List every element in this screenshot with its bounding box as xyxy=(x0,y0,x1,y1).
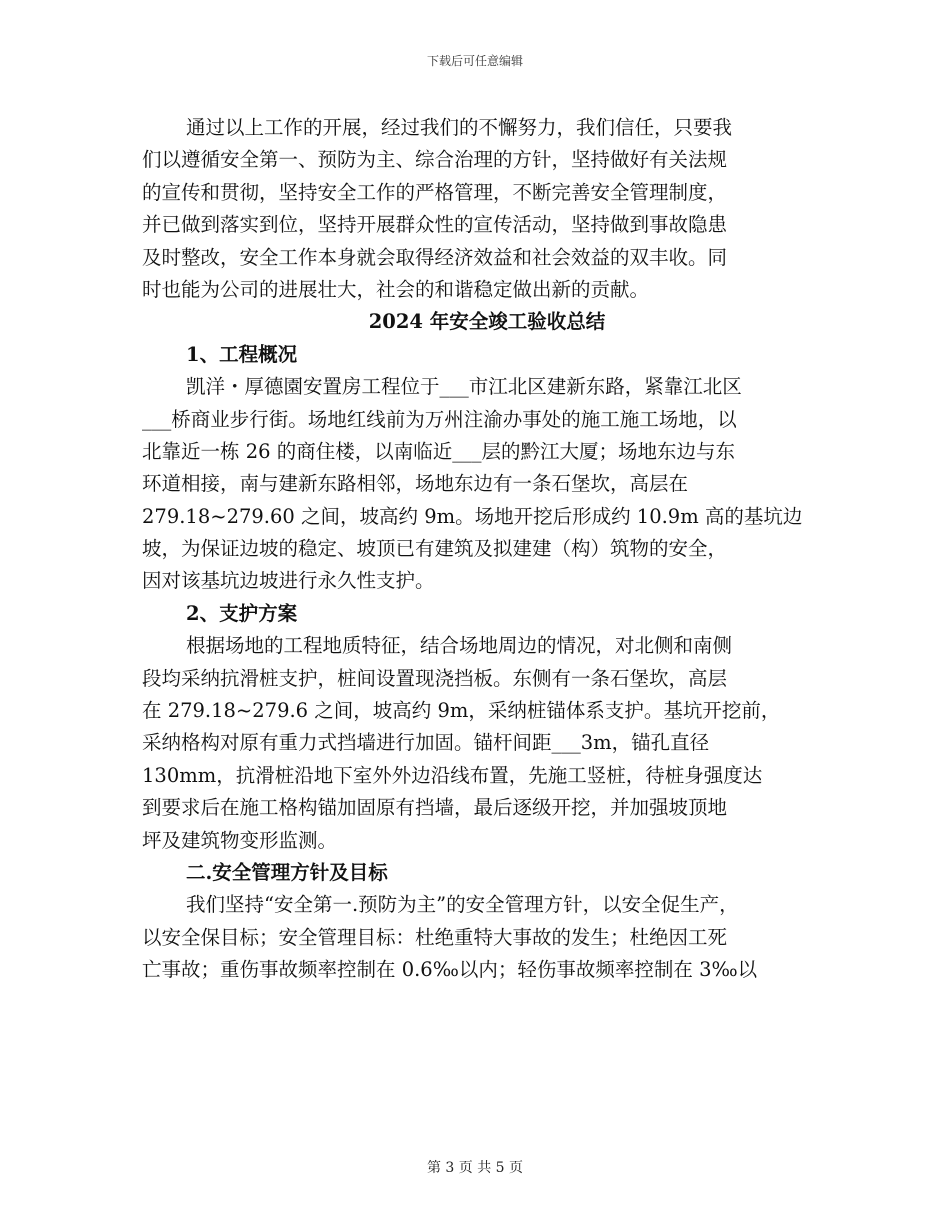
section-heading-safety-policy: 二.安全管理方针及目标 xyxy=(186,860,388,884)
paragraph-line: 我们坚持“安全第一.预防为主”的安全管理方针，以安全促生产， xyxy=(186,893,739,917)
paragraph-line: 因对该基坑边坡进行永久性支护。 xyxy=(142,569,435,593)
paragraph-line: 们以遵循安全第一、预防为主、综合治理的方针，坚持做好有关法规 xyxy=(142,148,728,172)
paragraph-line: 北靠近一栋 26 的商住楼，以南临近___层的黔江大厦；场地东边与东 xyxy=(142,439,735,463)
page-header: 下载后可任意编辑 xyxy=(426,54,523,68)
paragraph-line: 亡事故；重伤事故频率控制在 0.6‰以内；轻伤事故频率控制在 3‰以 xyxy=(142,958,758,982)
paragraph-line: 凯洋・厚德園安置房工程位于___市江北区建新东路，紧靠江北区 xyxy=(186,375,742,399)
paragraph-line: 坪及建筑物变形监测。 xyxy=(142,828,338,852)
support-plan-paragraph xyxy=(142,630,832,857)
paragraph-line: 及时整改，安全工作本身就会取得经济效益和社会效益的双丰收。同 xyxy=(142,245,728,269)
paragraph-line: 根据场地的工程地质特征，结合场地周边的情况，对北侧和南侧 xyxy=(186,634,733,658)
section-heading-support-plan: 2、支护方案 xyxy=(186,601,298,625)
paragraph-line: 以安全保目标；安全管理目标：杜绝重特大事故的发生；杜绝因工死 xyxy=(142,925,728,949)
paragraph-line: 坡，为保证边坡的稳定、坡顶已有建筑及拟建建（构）筑物的安全， xyxy=(142,537,728,561)
paragraph-line: 在 279.18~279.6 之间，坡高约 9m，采纳桩锚体系支护。基坑开挖前， xyxy=(142,699,781,723)
paragraph-line: 130mm，抗滑桩沿地下室外外边沿线布置，先施工竖桩，待桩身强度达 xyxy=(142,763,763,787)
paragraph-line: ___桥商业步行街。场地红线前为万州注渝办事处的施工施工场地，以 xyxy=(142,407,737,431)
paragraph-line: 环道相接，南与建新东路相邻，场地东边有一条石堡坎，高层在 xyxy=(142,472,689,496)
page-footer: 第 3 页 共 5 页 xyxy=(426,1160,524,1176)
paragraph-line: 采纳格构对原有重力式挡墙进行加固。锚杆间距___3m，锚孔直径 xyxy=(142,731,710,755)
paragraph-line: 通过以上工作的开展，经过我们的不懈努力，我们信任，只要我 xyxy=(186,116,733,139)
paragraph-line: 到要求后在施工格构锚加固原有挡墙，最后逐级开挖，并加强坡顶地 xyxy=(142,796,728,820)
document-body xyxy=(142,112,832,987)
paragraph-line: 时也能为公司的进展壮大，社会的和谐稳定做出新的贡献。 xyxy=(142,277,650,301)
paragraph-line: 的宣传和贯彻，坚持安全工作的严格管理，不断完善安全管理制度， xyxy=(142,180,728,204)
paragraph-line: 段均采纳抗滑桩支护，桩间设置现浇挡板。东侧有一条石堡坎，高层 xyxy=(142,666,728,690)
safety-policy-paragraph xyxy=(142,889,832,986)
paragraph-line: 并已做到落实到位，坚持开展群众性的宣传活动，坚持做到事故隐患 xyxy=(142,213,728,237)
overview-paragraph xyxy=(142,371,832,598)
section-heading-overview: 1、工程概况 xyxy=(186,342,298,366)
paragraph-line: 279.18~279.60 之间，坡高约 9m。场地开挖后形成约 10.9m 高的基坑边 xyxy=(142,504,803,528)
document-title: 2024 年安全竣工验收总结 xyxy=(368,310,606,334)
intro-paragraph xyxy=(142,112,832,306)
